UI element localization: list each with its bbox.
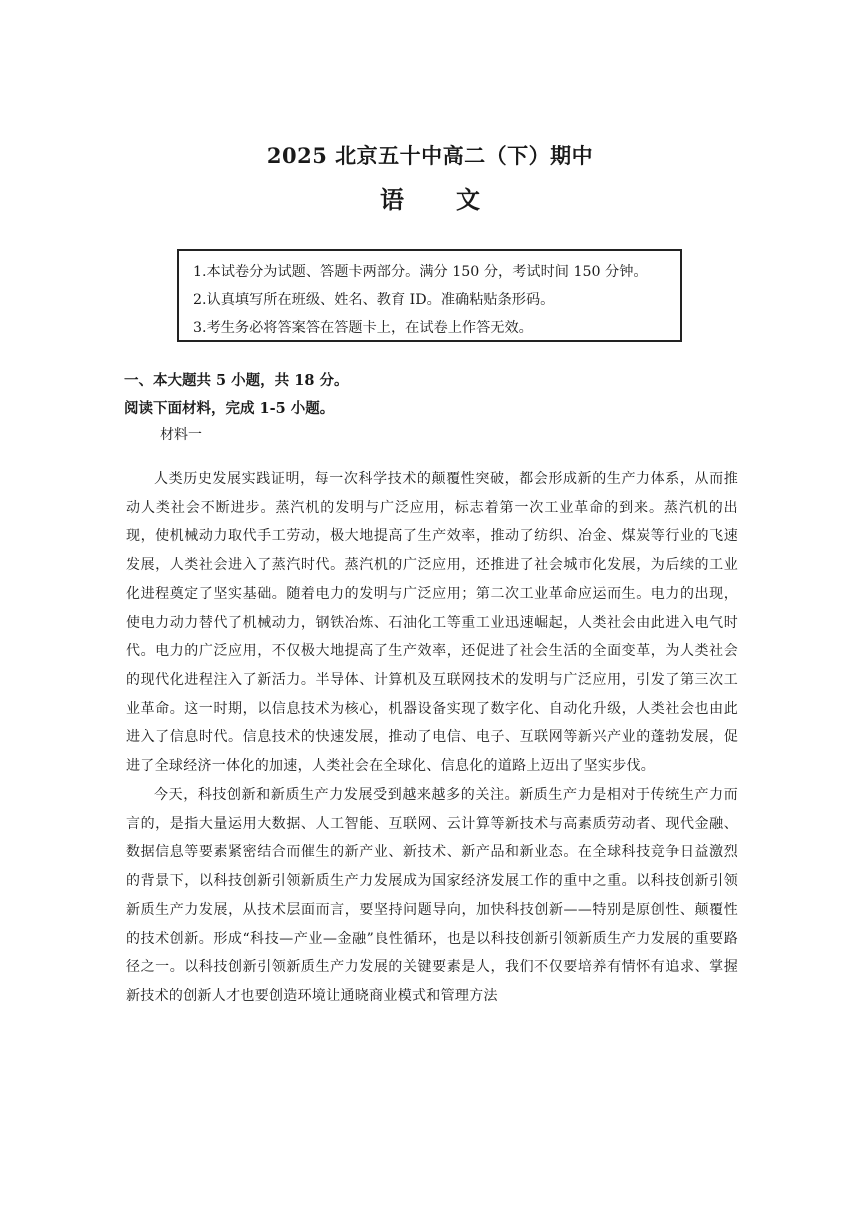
notice-line: 3.考生务必将答案答在答题卡上，在试卷上作答无效。 — [193, 320, 533, 336]
notice-line: 2.认真填写所在班级、姓名、教育 ID。准确粘贴条形码。 — [193, 292, 555, 308]
material-paragraph: 今天，科技创新和新质生产力发展受到越来越多的关注。新质生产力是相对于传统生产力而言的，是指大量运用大数据、人工智能、互联网、云计算等新技术与高素质劳动者、现代金融、数据信息等要素紧密结合而催生的新产业、新技术、新产品和新业态。在全球科技竞争日益激烈的背景下，以科技创新引领新质生产力发展成为国家经济发展工作的重中之重。以科技创新引领新质生产力发展，从技术层面而言，要坚持问题导向，加快科技创新——特别是原创性、颠覆性的技术创新。形成“科技—产业—金融”良性循环，也是以科技创新引领新质生产力发展的重要路径之一。以科技创新引领新质生产力发展的关键要素是人，我们不仅要培养有情怀有追求、掌握新技术的创新人才也要创造环境让通晓商业模式和管理方法 — [126, 787, 738, 1004]
reading-instruction: 阅读下面材料，完成 1-5 小题。 — [124, 400, 335, 417]
exam-title: 2025 北京五十中高二（下）期中 — [266, 143, 594, 168]
subject-char: 语 — [380, 185, 404, 214]
section-heading: 一、本大题共 5 小题，共 18 分。 — [124, 372, 349, 389]
notice-line: 1.本试卷分为试题、答题卡两部分。满分 150 分，考试时间 150 分钟。 — [193, 264, 648, 280]
exam-notice-box — [177, 249, 682, 342]
subject-title — [0, 180, 860, 215]
material-label: 材料一 — [160, 427, 202, 443]
material-paragraph: 人类历史发展实践证明，每一次科学技术的颠覆性突破，都会形成新的生产力体系，从而推动人类社会不断进步。蒸汽机的发明与广泛应用，标志着第一次工业革命的到来。蒸汽机的出现，使机械动力取代手工劳动，极大地提高了生产效率，推动了纺织、冶金、煤炭等行业的飞速发展，人类社会进入了蒸汽时代。蒸汽机的广泛应用，还推进了社会城市化发展，为后续的工业化进程奠定了坚实基础。随着电力的发明与广泛应用；第二次工业革命应运而生。电力的出现，使电力动力替代了机械动力，钢铁冶炼、石油化工等重工业迅速崛起，人类社会由此进入电气时代。电力的广泛应用，不仅极大地提高了生产效率，还促进了社会生活的全面变革，为人类社会的现代化进程注入了新活力。半导体、计算机及互联网技术的发明与广泛应用，引发了第三次工业革命。这一时期，以信息技术为核心，机器设备实现了数字化、自动化升级，人类社会也由此进入了信息时代。信息技术的快速发展，推动了电信、电子、互联网等新兴产业的蓬勃发展，促进了全球经济一体化的加速，人类社会在全球化、信息化的道路上迈出了坚实步伐。 — [126, 471, 738, 775]
subject-char: 文 — [456, 185, 480, 214]
